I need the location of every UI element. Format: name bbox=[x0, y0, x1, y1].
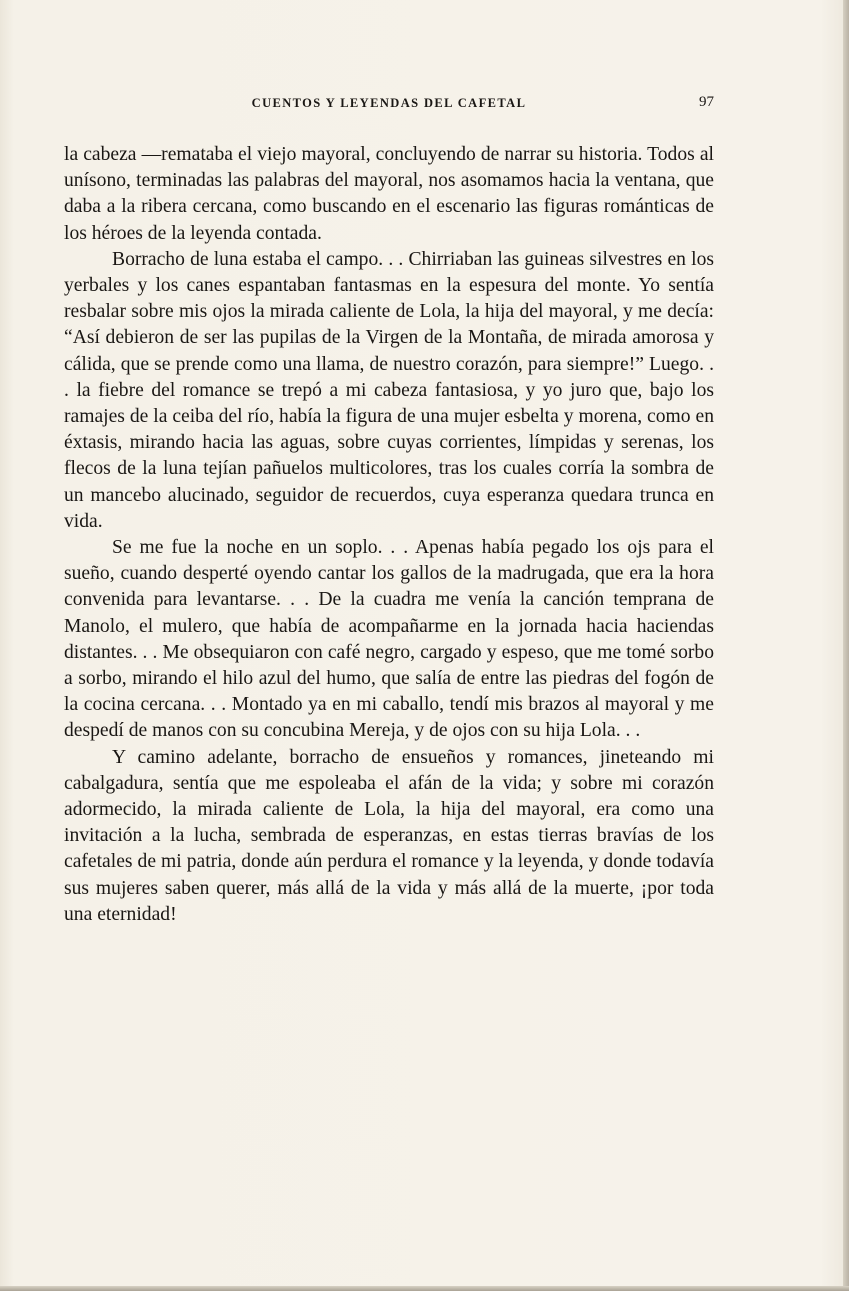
page-edge-right bbox=[843, 0, 849, 1291]
page-edge-bottom bbox=[0, 1286, 849, 1291]
paragraph: Se me fue la noche en un soplo. . . Apenas había pegado los ojs para el sueño, cuando desperté oyendo cantar los gallos de la madrugada, que era la hora convenida para levantarse. . . De la cuadra me venía la canción temprana de Manolo, el mulero, que había de acompañarme en la jornada hacia haciendas distantes. . . Me obsequiaron con café negro, cargado y espeso, que me tomé sorbo a sorbo, mirando el hilo azul del humo, que salía de entre las piedras del fogón de la cocina cercana. . . Montado ya en mi caballo, tendí mis brazos al mayoral y me despedí de manos con su concubina Mereja, y de ojos con su hija Lola. . . bbox=[64, 537, 714, 742]
paragraph: la cabeza —remataba el viejo mayoral, concluyendo de narrar su historia. Todos al unísono, terminadas las palabras del mayoral, nos asomamos hacia la ventana, que daba a la ribera cercana, como buscando en el escenario las figuras románticas de los héroes de la leyenda contada. bbox=[64, 144, 714, 244]
paragraph: Y camino adelante, borracho de ensueños y romances, jineteando mi cabalgadura, sentía que me espoleaba el afán de la vida; y sobre mi corazón adormecido, la mirada caliente de Lola, la hija del mayoral, era como una invitación a la lucha, sembrada de esperanzas, en estas tierras bravías de los cafetales de mi patria, donde aún perdura el romance y la leyenda, y donde todavía sus mujeres saben querer, más allá de la vida y más allá de la muerte, ¡por toda una eternidad! bbox=[64, 746, 714, 925]
paragraph: Borracho de luna estaba el campo. . . Chirriaban las guineas silvestres en los yerbales y los canes espantaban fantasmas en la espesura del monte. Yo sentía resbalar sobre mis ojos la mirada caliente de Lola, la hija del mayoral, y me decía: “Así debieron de ser las pupilas de la Virgen de la Montaña, de mirada amorosa y cálida, que se prende como una llama, de nuestro corazón, para siempre!” Luego. . . la fiebre del romance se trepó a mi cabeza fantasiosa, y yo juro que, bajo los ramajes de la ceiba del río, había la figura de una mujer esbelta y morena, como en éxtasis, mirando hacia las aguas, sobre cuyas corrientes, límpidas y serenas, los flecos de la luna tejían pañuelos multicolores, tras los cuales corría la sombra de un mancebo alucinado, seguidor de recuerdos, cuya esperanza quedara trunca en vida. bbox=[64, 248, 714, 532]
page-header bbox=[64, 94, 714, 114]
running-head: CUENTOS Y LEYENDAS DEL CAFETAL bbox=[251, 96, 527, 110]
body-text bbox=[64, 142, 714, 928]
page-number: 97 bbox=[699, 94, 714, 110]
